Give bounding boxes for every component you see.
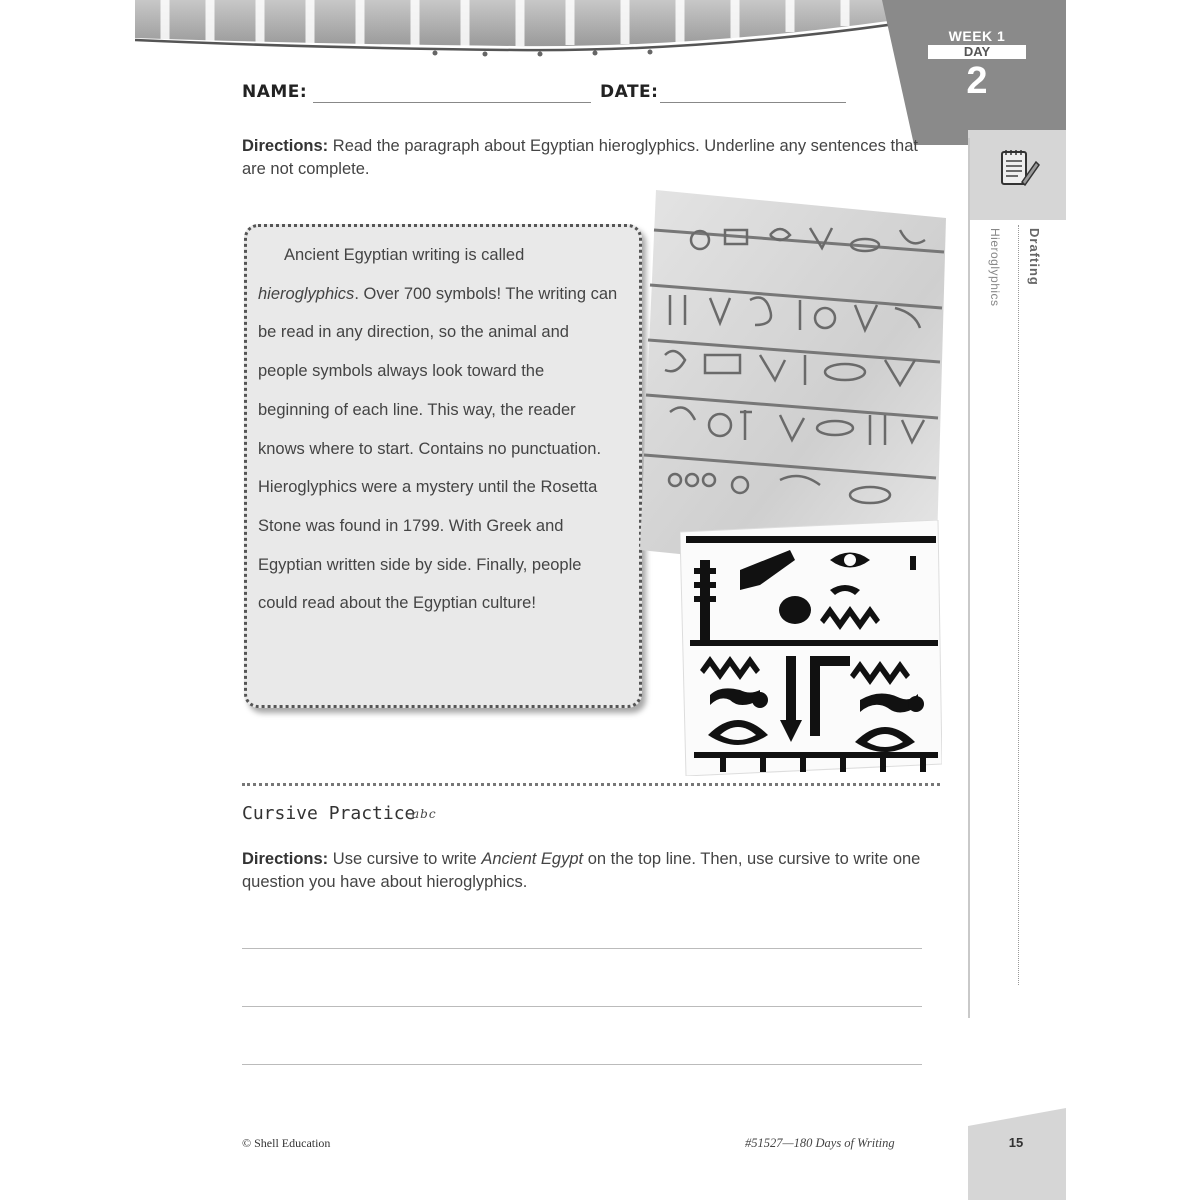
date-line[interactable] bbox=[660, 102, 846, 103]
footer-book-title: #51527—180 Days of Writing bbox=[745, 1136, 895, 1150]
cursive-directions-italic: Ancient Egypt bbox=[481, 850, 584, 868]
week-day-label bbox=[928, 28, 1026, 101]
name-label: NAME: bbox=[242, 82, 308, 102]
cursive-directions-part1: Use cursive to write bbox=[328, 850, 482, 868]
day-number: 2 bbox=[966, 60, 988, 102]
side-dotted-line bbox=[1018, 225, 1019, 985]
writing-line[interactable] bbox=[242, 1064, 922, 1065]
page-number-tab bbox=[968, 1108, 1066, 1200]
writing-line[interactable] bbox=[242, 948, 922, 949]
top-decorative-band bbox=[135, 0, 895, 58]
directions-reading bbox=[242, 135, 932, 181]
reading-passage bbox=[258, 236, 618, 623]
cursive-practice-title: Cursive Practice bbox=[242, 803, 416, 824]
hieroglyphics-inset bbox=[680, 520, 942, 776]
page-number: 15 bbox=[1008, 1135, 1024, 1150]
cursive-badge: abc bbox=[412, 807, 437, 821]
day-label: DAY bbox=[928, 45, 1026, 59]
section-divider bbox=[242, 783, 940, 786]
reading-part2: . Over 700 symbols! The writing can be read in any direction, so the animal and people symbols always look toward the beginning of each line. This way, the reader knows where to start. Contains no punctuation. Hieroglyphics were a mystery until the Rosetta Stone was found in 1799. With Greek and Egyptian written side by side. Finally, people could read about the Egyptian culture! bbox=[258, 284, 618, 613]
cursive-directions-part2: on the top line. Then, use cursive to write one question you have about hieroglyphics. bbox=[242, 850, 921, 891]
footer-copyright: © Shell Education bbox=[242, 1136, 331, 1150]
writing-line[interactable] bbox=[242, 1006, 922, 1007]
reading-italic-word: hieroglyphics bbox=[258, 284, 355, 303]
directions-text: Read the paragraph about Egyptian hieroglyphics. Underline any sentences that are not complete. bbox=[242, 137, 918, 178]
category-label: Drafting bbox=[1027, 228, 1042, 286]
topic-label: Hieroglyphics bbox=[988, 228, 1002, 307]
cursive-directions-label: Directions: bbox=[242, 850, 329, 868]
directions-label: Directions: bbox=[242, 137, 329, 155]
reading-part1: Ancient Egyptian writing is called bbox=[284, 246, 525, 264]
notepad-pencil-icon bbox=[998, 146, 1040, 190]
directions-cursive bbox=[242, 848, 932, 894]
side-rule bbox=[968, 138, 970, 1018]
week-label: WEEK 1 bbox=[948, 28, 1006, 44]
name-line[interactable] bbox=[313, 102, 591, 103]
date-label: DATE: bbox=[600, 82, 659, 102]
